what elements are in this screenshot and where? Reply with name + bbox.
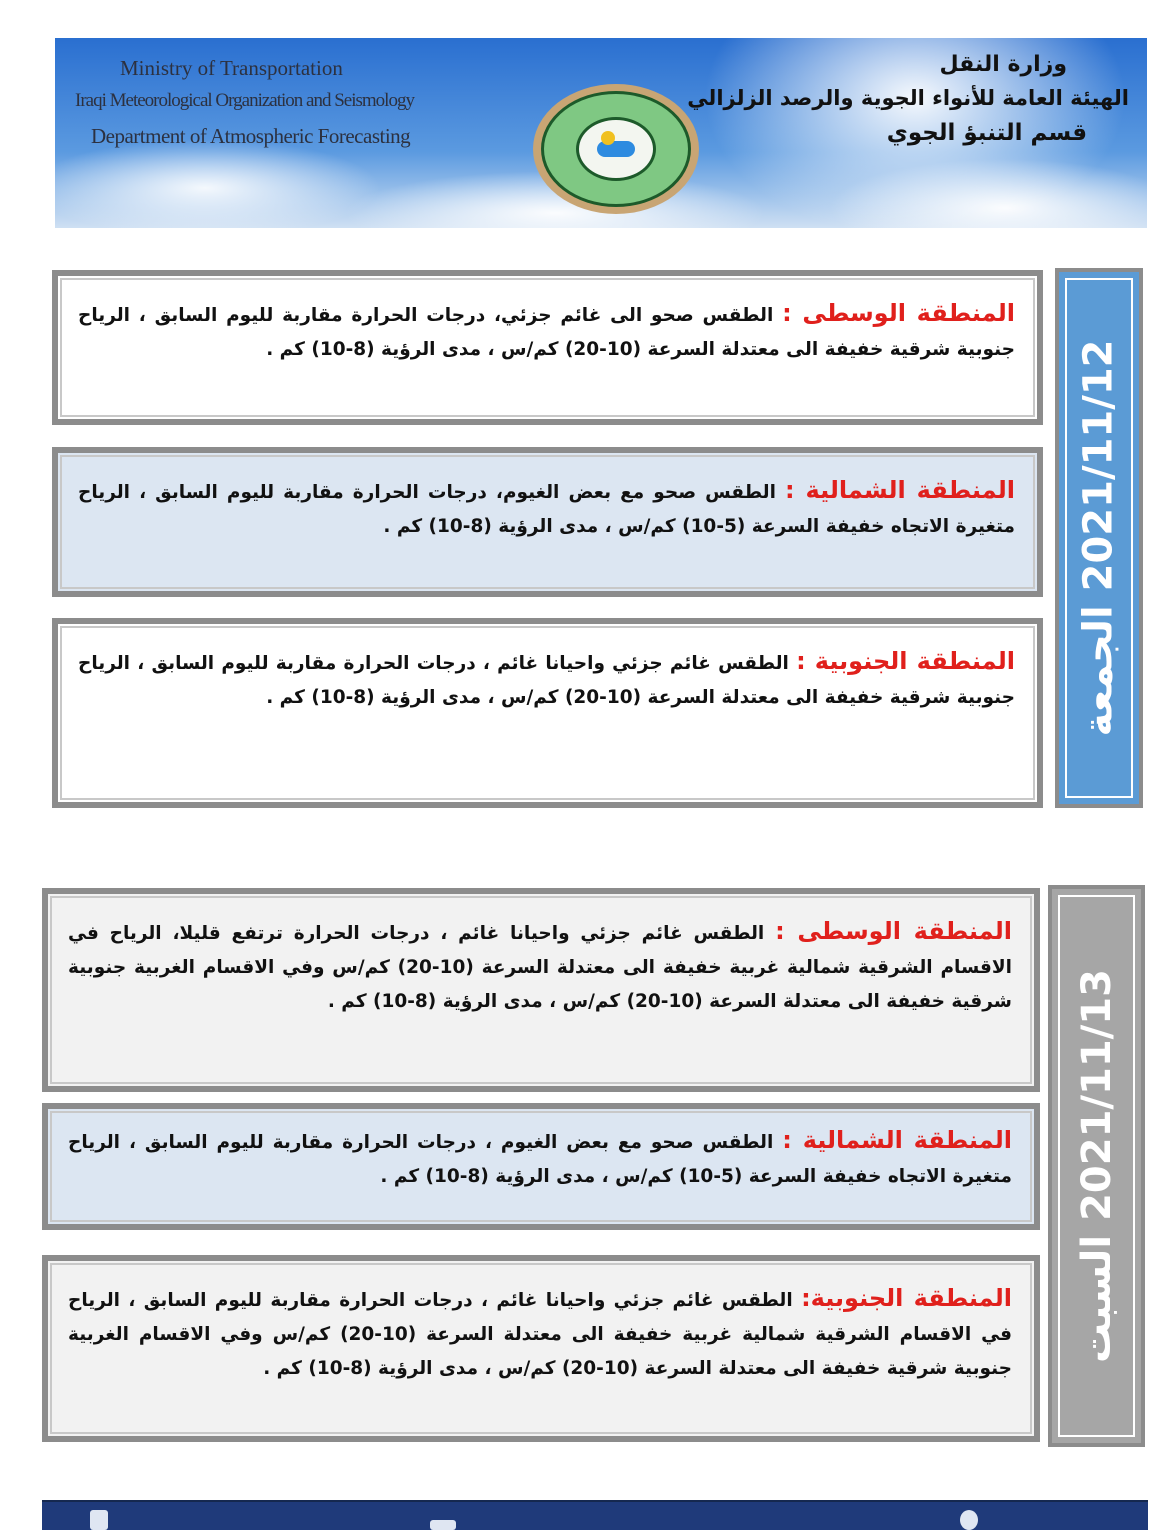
forecast-central-day1 — [52, 270, 1043, 425]
day-name: الجمعة — [1076, 605, 1122, 737]
ministry-name-ar: وزارة النقل — [939, 52, 1067, 77]
organization-name-ar: الهيئة العامة للأنواء الجوية والرصد الزلزالي — [687, 86, 1129, 110]
forecast-text: الطقس غائم جزئي واحيانا غائم ، درجات الحرارة ترتفع قليلا، الرياح في الاقسام الشرقية شمالية غربية خفيفة الى معتدلة السرعة (10-20) كم/س وفي الاقسام الغربية جنوبية شرقية خفيفة الى معتدلة السرعة (10-20) كم/س ، مدى الرؤية (8-10) كم . — [68, 923, 1013, 1012]
day-label-1 — [1055, 268, 1143, 808]
region-label: المنطقة الجنوبية: — [801, 1284, 1013, 1312]
day-date: 2021/11/12 — [1076, 339, 1122, 592]
region-label: المنطقة الوسطى : — [775, 917, 1012, 945]
web-icon — [960, 1510, 978, 1530]
forecast-north-day1 — [52, 447, 1043, 597]
forecast-text: الطقس صحو مع بعض الغيوم ، درجات الحرارة مقاربة لليوم السابق ، الرياح متغيرة الاتجاه خفيفة السرعة (5-10) كم/س ، مدى الرؤية (8-10) كم . — [68, 1132, 1012, 1187]
region-label: المنطقة الوسطى : — [782, 299, 1015, 327]
forecast-text: الطقس صحو مع بعض الغيوم، درجات الحرارة مقاربة لليوم السابق ، الرياح متغيرة الاتجاه خفيفة السرعة (5-10) كم/س ، مدى الرؤية (8-10) كم . — [78, 482, 1015, 537]
header-banner — [55, 38, 1147, 228]
forecast-text: الطقس غائم جزئي واحيانا غائم ، درجات الحرارة مقاربة لليوم السابق ، الرياح في الاقسام الشرقية شمالية غربية خفيفة الى معتدلة السرعة (10-20) كم/س وفي الاقسام الغربية جنوبية شرقية خفيفة الى معتدلة السرعة (10-20) كم/س ، مدى الرؤية (8-10) كم . — [68, 1290, 1012, 1379]
ministry-name-en: Ministry of Transportation — [120, 56, 343, 80]
department-name-en: Department of Atmospheric Forecasting — [91, 124, 411, 148]
forecast-south-day1 — [52, 618, 1043, 808]
region-label: المنطقة الجنوبية : — [796, 647, 1015, 675]
footer-contact-bar — [42, 1500, 1148, 1530]
organization-logo — [533, 84, 699, 214]
day-name: السبت — [1073, 1234, 1120, 1363]
forecast-central-day2 — [42, 888, 1040, 1092]
email-icon — [430, 1520, 456, 1530]
phone-icon — [90, 1510, 108, 1530]
day-label-2 — [1048, 885, 1145, 1447]
forecast-text: الطقس صحو الى غائم جزئي، درجات الحرارة مقاربة لليوم السابق ، الرياح جنوبية شرقية خفيفة الى معتدلة السرعة (10-20) كم/س ، مدى الرؤية (8-10) كم . — [78, 305, 1015, 360]
region-label: المنطقة الشمالية : — [782, 1126, 1012, 1154]
department-name-ar: قسم التنبؤ الجوي — [886, 120, 1087, 146]
organization-name-en: Iraqi Meteorological Organization and Seismology — [75, 90, 414, 111]
forecast-north-day2 — [42, 1103, 1040, 1230]
forecast-south-day2 — [42, 1255, 1040, 1442]
forecast-text: الطقس غائم جزئي واحيانا غائم ، درجات الحرارة مقاربة لليوم السابق ، الرياح جنوبية شرقية خفيفة الى معتدلة السرعة (10-20) كم/س ، مدى الرؤية (8-10) كم . — [78, 653, 1015, 708]
day-date: 2021/11/13 — [1073, 969, 1120, 1221]
region-label: المنطقة الشمالية : — [784, 476, 1015, 504]
